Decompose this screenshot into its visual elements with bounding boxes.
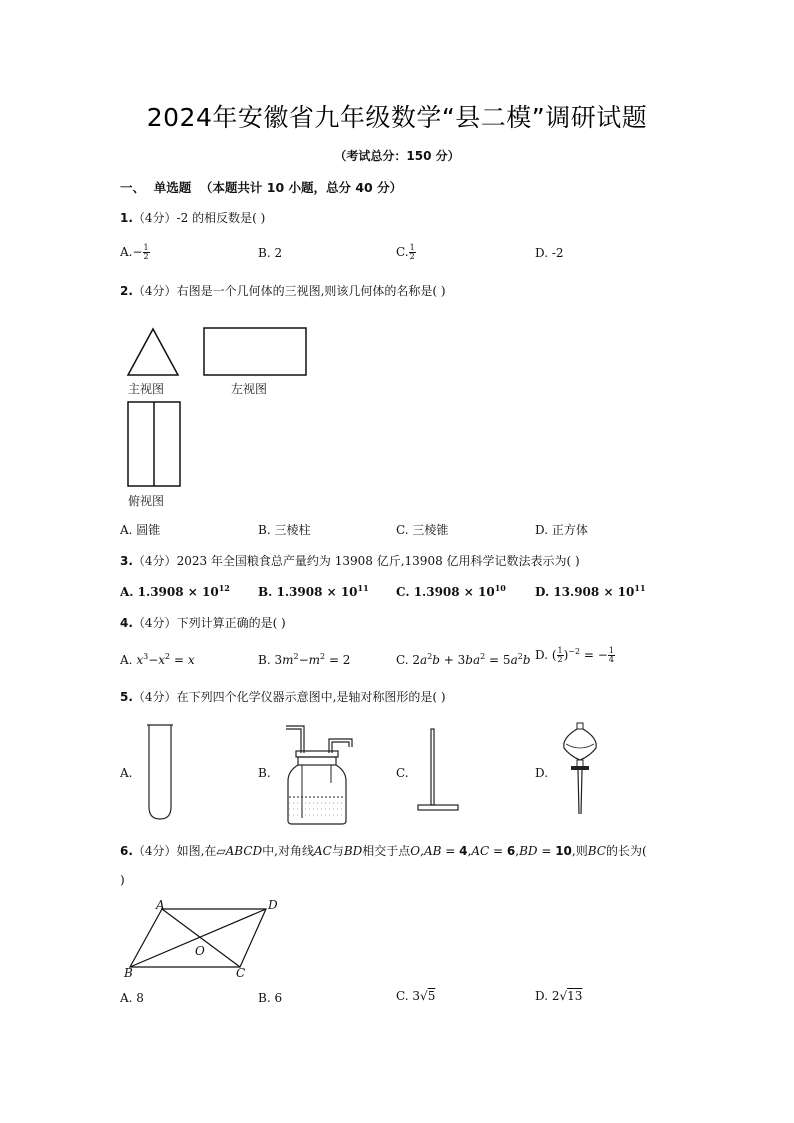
- three-views-figure: [126, 326, 316, 516]
- parallelogram-figure: [120, 895, 290, 985]
- point-a-label: A: [156, 898, 165, 912]
- question-2: 2.（4分）右图是一个几何体的三视图,则该几何体的名称是( ): [120, 284, 446, 298]
- section-heading: 一、 单选题 （本题共计 10 小题，总分 40 分）: [120, 180, 403, 195]
- option-c[interactable]: C. $1.3908 \times 10^{10}$: [396, 583, 506, 599]
- question-4: 4.（4分）下列计算正确的是( ): [120, 616, 286, 630]
- question-6-close: ): [120, 873, 125, 887]
- option-d[interactable]: D. 正方体: [535, 523, 588, 537]
- fraction: $\frac{1}{2}$: [143, 243, 149, 261]
- option-d[interactable]: D.: [535, 766, 549, 780]
- option-b[interactable]: B. $3m^2-m^2 = 2$: [258, 652, 351, 667]
- option-c[interactable]: C. 3√5: [396, 989, 436, 1003]
- option-d[interactable]: D. $13.908 \times 10^{11}$: [535, 583, 646, 599]
- point-c-label: C: [236, 966, 246, 980]
- fraction: $\frac{1}{2}$: [409, 243, 415, 261]
- question-stem: -2 的相反数是( ): [176, 211, 266, 225]
- total-score: （考试总分：150 分）: [334, 149, 460, 163]
- question-5: 5.（4分）在下列四个化学仪器示意图中,是轴对称图形的是( ): [120, 690, 446, 704]
- option-b[interactable]: B. $1.3908 \times 10^{11}$: [258, 583, 369, 599]
- question-3: 3.（4分）2023 年全国粮食总产量约为 13908 亿斤,13908 亿用科学记数法表示为( ): [120, 554, 580, 568]
- front-view-triangle: [128, 329, 178, 375]
- test-tube-icon: [146, 723, 176, 823]
- question-number: 1.: [120, 211, 133, 225]
- gas-washing-bottle-icon: [284, 723, 364, 828]
- option-c[interactable]: C.: [396, 766, 409, 780]
- point-b-label: B: [124, 966, 133, 980]
- option-c[interactable]: C. 三棱锥: [396, 523, 449, 537]
- option-b[interactable]: B. 2: [258, 246, 283, 260]
- question-1: [120, 209, 265, 226]
- option-b[interactable]: B.: [258, 766, 271, 780]
- point-d-label: D: [268, 898, 278, 912]
- option-a[interactable]: A.− $\frac{1}{2}$: [120, 243, 149, 261]
- option-b[interactable]: B. 三棱柱: [258, 523, 311, 537]
- option-b[interactable]: B. 6: [258, 991, 283, 1005]
- iron-stand-icon: [414, 728, 464, 813]
- option-d[interactable]: D. 2√13: [535, 989, 583, 1003]
- option-a[interactable]: A. 8: [120, 991, 144, 1005]
- option-a[interactable]: A. $1.3908 \times 10^{12}$: [120, 583, 230, 599]
- page-title: 2024年安徽省九年级数学“县二模”调研试题: [146, 103, 648, 132]
- question-score: （4分）: [132, 211, 177, 225]
- point-o-label: O: [195, 944, 205, 958]
- option-d[interactable]: D. ( $\frac{1}{2}$ )$^{-2}$ = − $\frac{1}{4}$: [535, 646, 614, 664]
- question-6: 6.（4分）如图,在▱ABCD中,对角线AC与BD相交于点O,AB = 4,AC = 6,BD = 10,则BC的长为(: [120, 844, 647, 858]
- left-view-rectangle: [204, 328, 306, 375]
- option-a[interactable]: A.: [120, 766, 133, 780]
- left-view-label: 左视图: [231, 382, 268, 396]
- option-c[interactable]: C. $\frac{1}{2}$: [396, 243, 415, 261]
- option-a[interactable]: A. $x^3-x^2 = x$: [120, 652, 195, 667]
- option-c[interactable]: C. $2a^2b + 3ba^2 = 5a^2b$: [396, 652, 531, 667]
- separatory-funnel-icon: [560, 722, 604, 822]
- top-view-label: 俯视图: [128, 494, 165, 508]
- option-a[interactable]: A. 圆锥: [120, 523, 161, 537]
- option-d[interactable]: D. -2: [535, 246, 564, 260]
- front-view-label: 主视图: [128, 382, 165, 396]
